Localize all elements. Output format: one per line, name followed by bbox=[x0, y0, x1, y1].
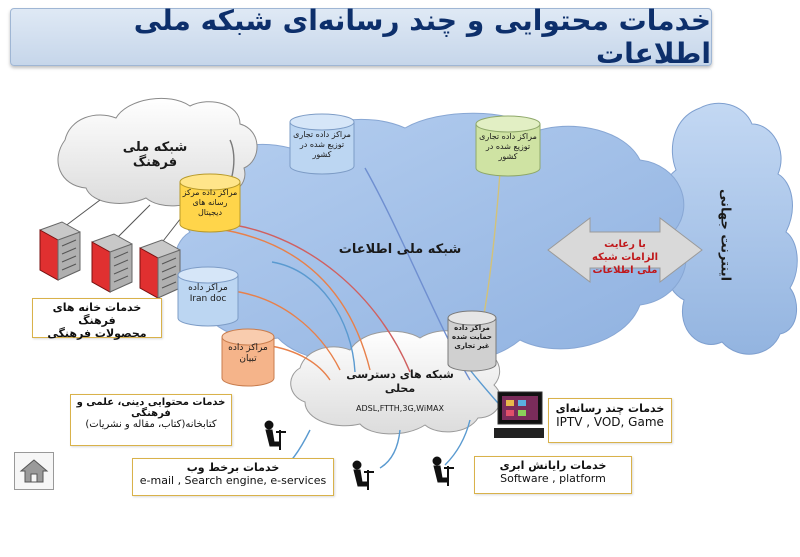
commercial-dc-2-label: مراکز داده تجاری توزیع شده در کشور bbox=[479, 132, 537, 161]
service-multimedia bbox=[548, 398, 672, 443]
line-access-user-2 bbox=[380, 430, 400, 468]
service-religious-title: خدمات محتوایی دینی، علمی و فرهنگی bbox=[76, 397, 226, 419]
service-culture-house-subtitle: محصولات فرهنگی bbox=[47, 327, 147, 340]
home-button[interactable] bbox=[14, 452, 54, 490]
home-icon bbox=[19, 458, 49, 484]
server-building-icon bbox=[40, 222, 80, 280]
service-web bbox=[132, 458, 334, 496]
support-dc-label: مراکز داده حمایت شده غیر تجاری bbox=[452, 324, 492, 350]
tv-set-icon bbox=[494, 392, 544, 438]
service-culture-house-title: خدمات خانه های فرهنگ bbox=[52, 301, 142, 327]
tebyan-dc-label: مراکز داده تبیان bbox=[228, 343, 268, 364]
server-building-icon bbox=[140, 240, 180, 298]
service-cloud-subtitle: Software , platform bbox=[500, 472, 606, 485]
service-religious bbox=[70, 394, 232, 446]
service-cloud bbox=[474, 456, 632, 494]
service-cloud-title: خدمات رایانش ابری bbox=[499, 459, 607, 472]
service-web-subtitle: e-mail , Search engine, e-services bbox=[139, 474, 327, 487]
user-at-desk-icon bbox=[265, 421, 286, 450]
internet-label: اینترنت جهانی bbox=[717, 188, 733, 282]
digital-media-dc-label: مراکز داده مرکز رسانه های دیجیتال bbox=[182, 188, 238, 217]
service-web-title: خدمات برخط وب bbox=[186, 461, 280, 474]
compliance-label: با رعایت الزامات شبکه ملی اطلاعات bbox=[591, 239, 659, 276]
service-multimedia-subtitle: IPTV , VOD, Game bbox=[556, 415, 664, 429]
local-access-label: شبکه های دسترسی محلی bbox=[346, 368, 454, 395]
service-culture-house bbox=[32, 298, 162, 338]
local-access-tech: ADSL,FTTH,3G,WiMAX bbox=[355, 404, 444, 413]
user-at-desk-icon bbox=[433, 457, 454, 486]
national-network-label: شبکه ملی اطلاعات bbox=[338, 242, 462, 257]
culture-network-label: شبکه ملی فرهنگ bbox=[122, 140, 188, 170]
service-religious-subtitle: کتابخانه(کتاب، مقاله و نشریات) bbox=[85, 419, 217, 430]
user-at-desk-icon bbox=[353, 461, 374, 490]
page-title: خدمات محتوایی و چند رسانه‌ای شبکه ملی اطلاعات bbox=[133, 4, 711, 70]
irandoc-dc-label: مراکز داده Iran doc bbox=[188, 283, 228, 304]
commercial-dc-1-label: مراکز داده تجاری توزیع شده در کشور bbox=[293, 130, 351, 159]
service-multimedia-title: خدمات چند رسانه‌ای bbox=[555, 402, 665, 415]
server-building-icon bbox=[92, 234, 132, 292]
